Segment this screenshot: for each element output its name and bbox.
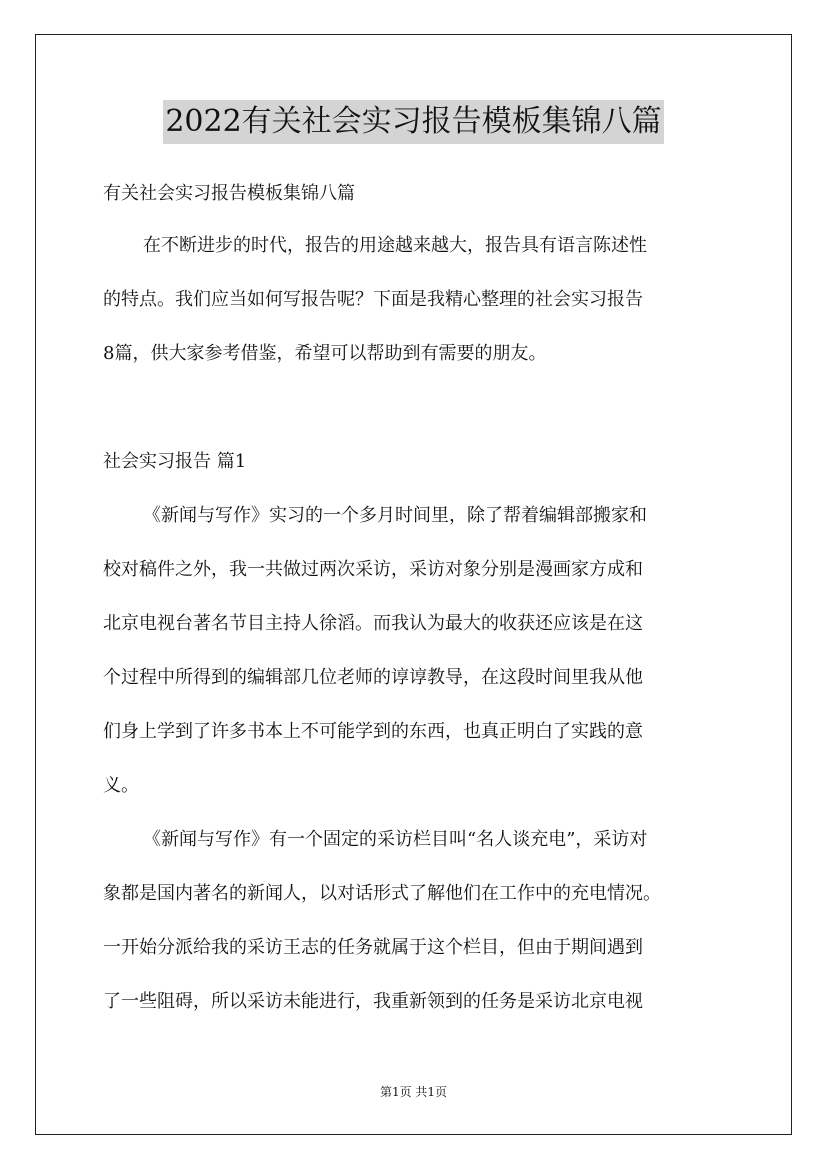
document-subtitle: 有关社会实习报告模板集锦八篇 (103, 183, 355, 204)
page-footer (0, 1084, 827, 1100)
para1-line-6: 义。 (103, 775, 139, 796)
document-title: 2022有关社会实习报告模板集锦八篇 (163, 100, 663, 144)
para1-line-4: 个过程中所得到的编辑部几位老师的谆谆教导，在这段时间里我从他 (103, 667, 643, 688)
intro-line-2: 的特点。我们应当如何写报告呢？下面是我精心整理的社会实习报告 (103, 289, 643, 310)
title-container (0, 100, 827, 144)
intro-line-3: 8篇，供大家参考借鉴，希望可以帮助到有需要的朋友。 (103, 343, 547, 364)
para1-line-3: 北京电视台著名节目主持人徐滔。而我认为最大的收获还应该是在这 (103, 613, 643, 634)
document-body (103, 176, 743, 1020)
page-number-label: 第1页 共1页 (379, 1085, 448, 1099)
para2-line-1: 《新闻与写作》有一个固定的采访栏目叫“名人谈充电”，采访对 (143, 829, 648, 850)
para1-line-2: 校对稿件之外，我一共做过两次采访，采访对象分别是漫画家方成和 (103, 559, 643, 580)
intro-line-1: 在不断进步的时代，报告的用途越来越大，报告具有语言陈述性 (143, 235, 647, 256)
para2-line-2: 象都是国内著名的新闻人，以对话形式了解他们在工作中的充电情况。 (103, 883, 661, 904)
para2-line-4: 了一些阻碍，所以采访未能进行，我重新领到的任务是采访北京电视 (103, 991, 643, 1012)
para1-line-5: 们身上学到了许多书本上不可能学到的东西，也真正明白了实践的意 (103, 721, 643, 742)
para2-line-3: 一开始分派给我的采访王志的任务就属于这个栏目，但由于期间遇到 (103, 937, 643, 958)
para1-line-1: 《新闻与写作》实习的一个多月时间里，除了帮着编辑部搬家和 (143, 505, 647, 526)
section-heading: 社会实习报告 篇1 (103, 451, 247, 472)
